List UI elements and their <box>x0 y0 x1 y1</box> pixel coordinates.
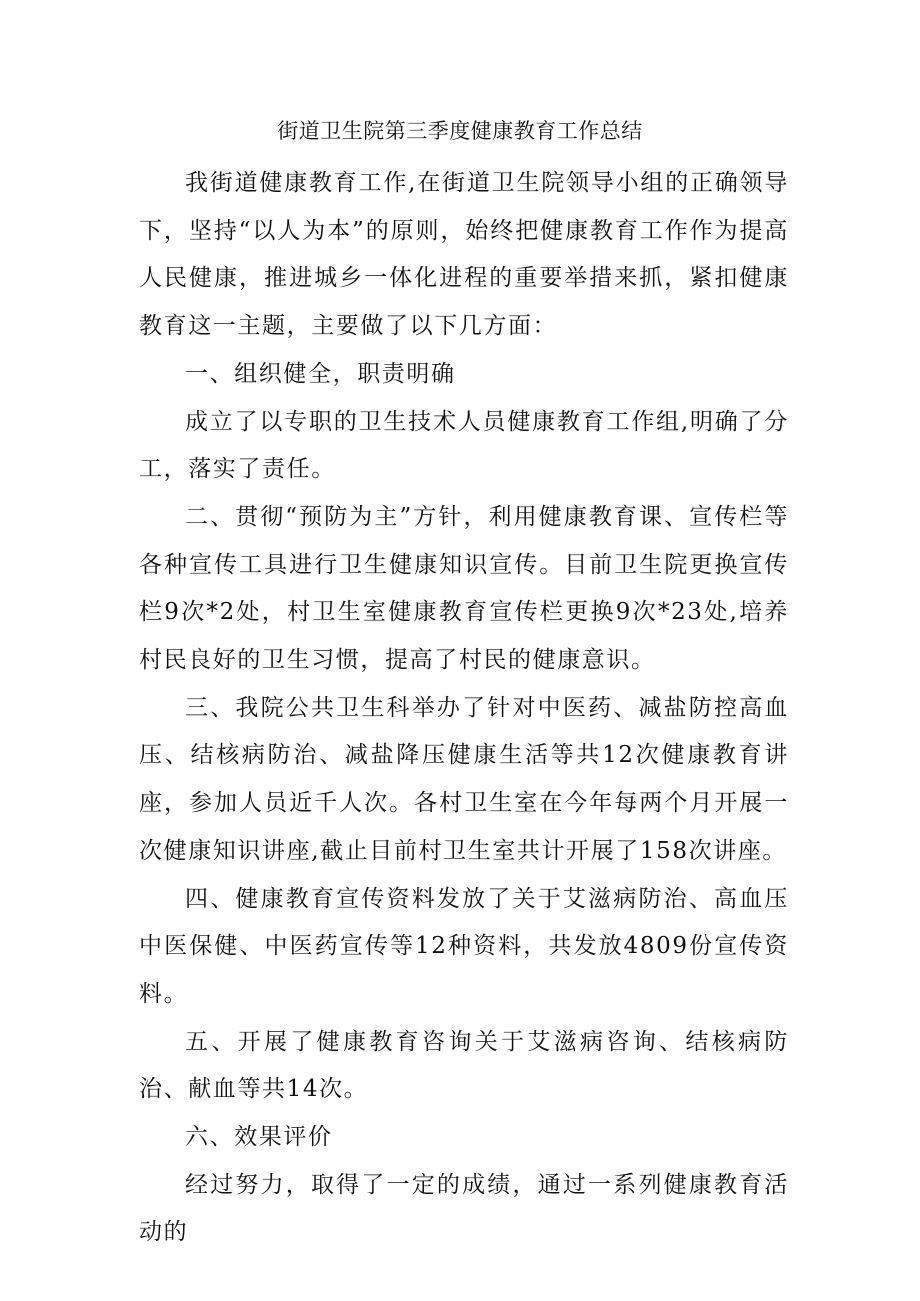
document-body <box>139 160 789 1257</box>
paragraph-section-5: 五、开展了健康教育咨询关于艾滋病咨询、结核病防治、献血等共14次。 <box>139 1028 789 1103</box>
paragraph-section-1: 成立了以专职的卫生技术人员健康教育工作组,明确了分工，落实了责任。 <box>139 408 789 483</box>
paragraph-section-6: 经过努力，取得了一定的成绩，通过一系列健康教育活动的 <box>139 1171 789 1246</box>
heading-section-1: 一、组织健全，职责明确 <box>185 360 456 387</box>
paragraph-intro: 我街道健康教育工作,在街道卫生院领导小组的正确领导下，坚持“以人为本”的原则，始终把健康教育工作作为提高人民健康，推进城乡一体化进程的重要举措来抓，紧扣健康教育这一主题，主要做了以下几方面： <box>139 170 789 340</box>
paragraph-section-4: 四、健康教育宣传资料发放了关于艾滋病防治、高血压中医保健、中医药宣传等12种资料，共发放4809份宣传资料。 <box>139 885 789 1007</box>
heading-section-6: 六、效果评价 <box>185 1124 333 1151</box>
paragraph-section-3: 三、我院公共卫生科举办了针对中医药、减盐防控高血压、结核病防治、减盐降压健康生活等共12次健康教育讲座，参加人员近千人次。各村卫生室在今年每两个月开展一次健康知识讲座,截止目前村卫生室共计开展了158次讲座。 <box>139 694 789 864</box>
document-title: 街道卫生院第三季度健康教育工作总结 <box>277 119 643 143</box>
paragraph-section-2: 二、贯彻“预防为主”方针，利用健康教育课、宣传栏等各种宣传工具进行卫生健康知识宣传。目前卫生院更换宣传栏9次*2处，村卫生室健康教育宣传栏更换9次*23处,培养村民良好的卫生习惯，提高了村民的健康意识。 <box>139 503 789 674</box>
